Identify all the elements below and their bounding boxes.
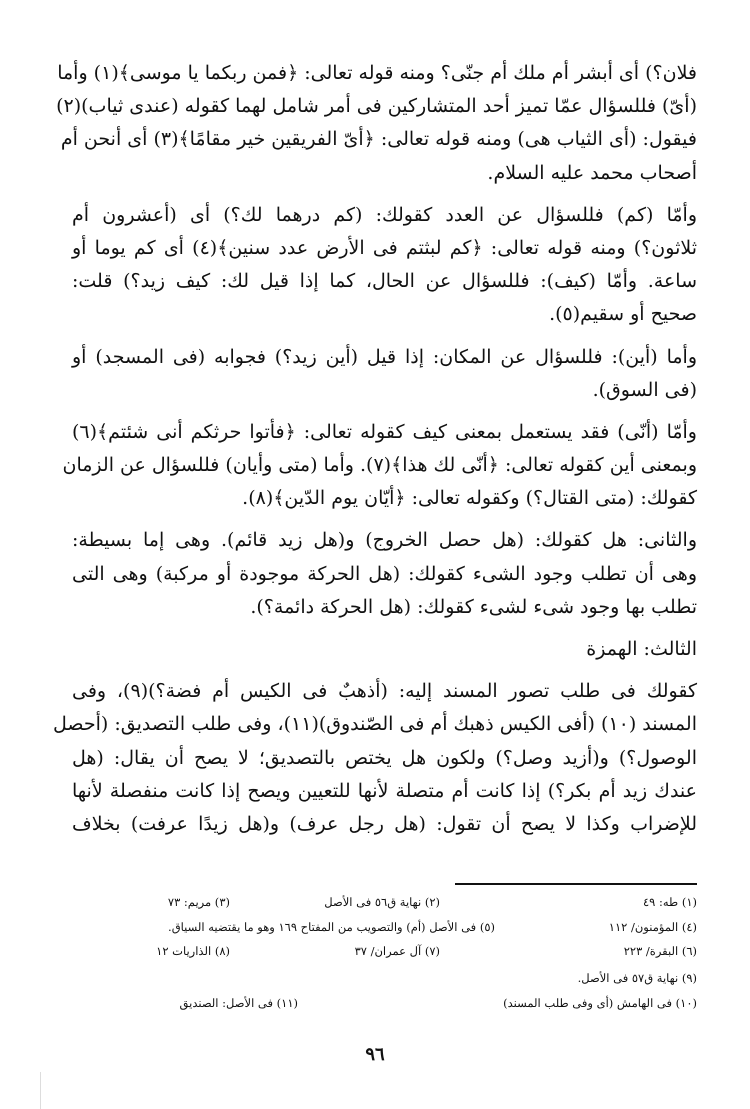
- footnote: (٥) فى الأصل (أم) والتصويب من المفتاح ١٦٩ وهو ما يقتضيه السياق.: [168, 920, 495, 934]
- text-line: كقولك فى طلب تصور المسند إليه: (أذهبٌ فى الكيس أم فضة؟)(٩)، وفى: [72, 680, 697, 703]
- footnote: (١١) فى الأصل: الصنديق: [179, 996, 298, 1010]
- page-number: ٩٦: [365, 1044, 385, 1065]
- text-line: ساعة. وأمّا (كيف): فللسؤال عن الحال، كما إذا قيل لك: كيف زيد؟) قلت:: [72, 270, 697, 293]
- text-line: (فى السوق).: [592, 378, 697, 401]
- footnote: (٨) الذاريات ١٢: [156, 944, 230, 958]
- footnote: (١٠) فى الهامش (أى وفى طلب المسند): [503, 996, 697, 1010]
- section-heading: الثالث: الهمزة: [586, 638, 697, 660]
- text-line: وأما (أين): فللسؤال عن المكان: إذا قيل (أين زيد؟) فجوابه (فى المسجد) أو: [72, 345, 697, 368]
- text-line: وأمّا (كم) فللسؤال عن العدد كقولك: (كم درهما لك؟) أى (أعشرون أم: [72, 203, 697, 226]
- text-line: فيقول: (أى الثياب هى) ومنه قوله تعالى: ﴿أىّ الفريقين خير مقامًا﴾(٣) أى أنحن أم: [60, 128, 697, 151]
- text-line: تطلب بها وجود شىء لشىء كقولك: (هل الحركة دائمة؟).: [250, 595, 697, 618]
- text-line: الوصول؟) و(أزيد وصل؟) ولكون هل يختص بالتصديق؛ لا يصح أن يقال: (هل: [72, 746, 697, 769]
- text-line: للإضراب وكذا لا يصح أن تقول: (هل رجل عرف) و(هل زيدًا عرفت) بخلاف: [72, 812, 697, 835]
- main-text: [53, 57, 697, 841]
- footnote: (٩) نهاية ق٥٧ فى الأصل.: [577, 971, 697, 985]
- footnote: (٤) المؤمنون/ ١١٢: [608, 920, 697, 934]
- text-line: وبمعنى أين كقوله تعالى: ﴿أنّى لك هذا﴾(٧). وأما (متى وأيان) فللسؤال عن الزمان: [62, 454, 697, 477]
- text-line: وأمّا (أنّى) فقد يستعمل بمعنى كيف كقوله تعالى: ﴿فأتوا حرثكم أنى شئتم﴾(٦): [72, 420, 697, 443]
- footnote: (٧) آل عمران/ ٣٧: [354, 944, 440, 958]
- footnote-divider: [455, 883, 697, 885]
- text-line: (أىّ) فللسؤال عمّا تميز أحد المتشاركين فى أمر شامل لهما كقوله (عندى ثياب)(٢): [56, 95, 697, 118]
- text-line: فلان؟) أى أبشر أم ملك أم جنّى؟ ومنه قوله تعالى: ﴿فمن ربكما يا موسى﴾(١) وأما: [57, 62, 697, 84]
- footnote: (٣) مريم: ٧٣: [167, 895, 230, 909]
- page-edge: [40, 1072, 41, 1109]
- footnote: (١) طه: ٤٩: [642, 895, 697, 909]
- text-line: والثانى: هل كقولك: (هل حصل الخروج) و(هل زيد قائم). وهى إما بسيطة:: [72, 529, 697, 552]
- text-line: كقولك: (متى القتال؟) وكقوله تعالى: ﴿أيّان يوم الدّين﴾(٨).: [242, 487, 697, 510]
- text-line: صحيح أو سقيم(٥).: [549, 303, 697, 326]
- text-line: وهى أن تطلب وجود الشىء كقولك: (هل الحركة موجودة أو مركبة) وهى التى: [72, 562, 697, 585]
- text-line: المسند (١٠) (أفى الكيس ذهبك أم فى الصّندوق)(١١)، وفى طلب التصديق: (أحصل: [53, 713, 697, 736]
- text-line: أصحاب محمد عليه السلام.: [487, 161, 697, 184]
- footnote: (٦) البقرة/ ٢٢٣: [623, 944, 697, 958]
- text-line: ثلاثون؟) ومنه قوله تعالى: ﴿كم لبثتم فى الأرض عدد سنين﴾(٤) أى كم يوما أو: [72, 236, 697, 259]
- text-line: عندك زيد أم بكر؟) إذا كانت أم متصلة لأنها للتعيين ويصح إذا كانت منفصلة لأنها: [72, 779, 697, 802]
- footnote: (٢) نهاية ق٥٦ فى الأصل: [324, 895, 440, 909]
